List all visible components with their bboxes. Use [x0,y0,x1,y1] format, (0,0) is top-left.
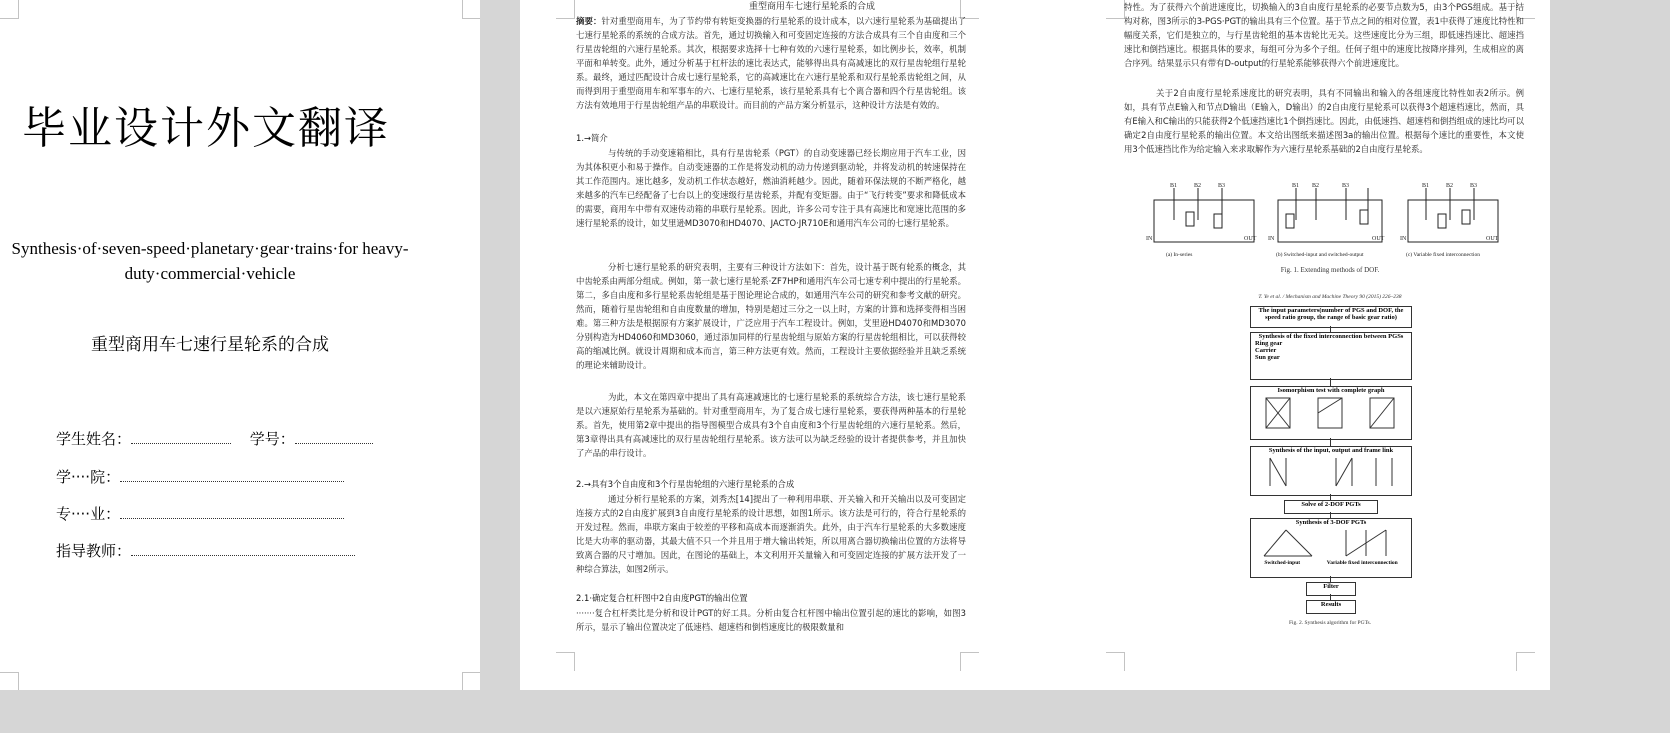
svg-text:B1: B1 [1422,183,1430,189]
flow-box-isomorphism: Isomorphism test with complete graph [1250,386,1412,440]
svg-text:B2: B2 [1446,183,1454,189]
subsection-heading: 2.1·确定复合杠杆图中2自由度PGT的输出位置 [576,593,748,603]
svg-text:B3: B3 [1470,183,1478,189]
field-label: 专····业： [56,505,121,523]
paragraph: ·······复合杠杆类比是分析和设计PGT的好工具。分析由复合杠杆图中输出位置引起的速比的影响，如图3所示，显示了输出位置决定了低速档、超速档和倒档速度比的极限数量和 [576,608,966,632]
paragraph: 与传统的手动变速箱相比，具有行星齿轮系（PGT）的自动变速器已经长期应用于汽车工业，因为其体积更小和易于操作。自动变速器的工作是将发动机的动力传递到驱动轮，并将发动机的转速保持在其工作范围内。速比越多，发动机工作状态越好，燃油消耗越少。因此，随着环保法规的不断严格化，越来越多的汽车已经配备了七台以上的变速级行星齿轮系，并配有变矩器。由于“飞行转变”要求和降低成本的需要，商用车中带有双速传动箱的串联行星轮系。因此，许多公司专注于具有高速比和宽速比范围的多速行星轮系的设计，如艾里逊MD3070和HD4070、JACTO·JR710E和通用汽车公司的七速行星轮系。 [576,148,966,228]
running-header: 重型商用车七速行星轮系的合成 [748,2,875,12]
svg-text:IN: IN [1400,236,1407,242]
figure-2-caption: Fig. 2. Synthesis algorithm for PGTs. [1288,620,1372,626]
abstract-label: 摘要： [576,16,602,26]
figure-1-panel-a-label: (a) In-series [1166,252,1193,258]
svg-text:OUT: OUT [1486,236,1499,242]
flow-box-synthesis-3dof: Synthesis of 3-DOF PGTs Switched-input Variable fixed interconnection [1250,518,1412,578]
crop-mark [0,672,19,690]
advisor-field[interactable] [56,540,355,561]
svg-text:IN: IN [1146,236,1153,242]
cover-title-en: Synthesis·of·seven-speed·planetary·gear·trains·for heavy-duty·commercial·vehicle [11,239,409,283]
svg-text:IN: IN [1268,236,1275,242]
svg-text:B3: B3 [1342,183,1350,189]
crop-mark [462,672,480,690]
paragraph: 通过分析行星轮系的方案，刘秀杰[14]提出了一种利用串联、开关输入和开关输出以及可变固定连接方式的2自由度扩展到3自由度行星轮系的设计思想，如图1所示。该方法是可行的，符合行星轮系的开发过程。然而，串联方案由于较差的平移和高成本而逐渐消失。此外，由于汽车行星轮系的大多数速度比是大功率的驱动器，其最大值不只一个并且用于增大输出转矩，所以用离合器切换输出位置的方法将导致离合器的尺寸增加。因此，在图论的基础上，本文利用开关量输入和可变固定连接的扩展方法开发了一种综合算法，如图2所示。 [576,494,966,574]
figure-2-source: T. Ye et al. / Mechanism and Machine Theory 90 (2015) 226–238 [1258,294,1402,300]
svg-text:B1: B1 [1170,183,1178,189]
svg-text:B1: B1 [1292,183,1300,189]
paragraph: 分析七速行星轮系的研究表明，主要有三种设计方法如下：首先，设计基于既有轮系的概念，其中齿轮系由两部分组成。例如，第一款七速行星轮系·ZF7HP和通用汽车公司七速专利中提出的行星轮系。第二，多自由度和多行星轮系齿轮组是基于图论理论合成的，如通用汽车公司的研究和参考文献的研究。然而，随着行星齿轮组和自由度数量的增加，特别是超过三分之一以上时，方案的计算和选择变得相当困难。第三种方法是根据原有方案扩展设计，广泛应用于汽车工程设计。例如，艾里逊HD4070和MD3070分别构造为HD4060和MD3060，通过添加同样的行星齿轮组与原始方案的行星齿轮组相比，可以获得较高的缩减比例。就设计周期和成本而言，第三种方法更有效。然而，工程设计主要依据经验并且缺乏系统的理论来辅助设计。 [576,262,966,370]
flow-box-input-output-frame: Synthesis of the input, output and frame link [1250,446,1412,496]
field-label: 学号： [249,430,295,448]
figure-1-caption: Fig. 1. Extending methods of DOF. [1280,266,1380,274]
figure-1-extending-methods [1146,180,1506,260]
paragraph: 关于2自由度行星轮系速度比的研究表明，具有不同输出和输入的各组速度比特性如表2所示。例如，具有节点E输入和节点D输出（E输入，D输出）的2自由度行星轮系可以获得3个超速档速比，然而，具有E输入和C输出的只能获得2个低速挡速比1个倒挡速比。因此，由低速挡、超速档和倒挡组成的速比均可以确定2自由度行星轮系的输出位置。本文给出图纸来描述图3a的输出位置。根据每个速比的重要性，本文使用3个低速挡比作为给定输入来求取解作为六速行星轮系基础的2自由度行星轮系。 [1124,88,1524,154]
document-spread [520,0,1550,690]
svg-text:OUT: OUT [1372,236,1385,242]
field-label: 学····院： [56,468,121,486]
crop-mark [0,0,19,19]
section-heading: 2.→具有3个自由度和3个行星齿轮组的六速行星轮系的合成 [576,479,795,489]
svg-text:B2: B2 [1312,183,1320,189]
flow-box-fixed-interconnection: Synthesis of the fixed interconnection between PGSs Ring gear Carrier Sun gear [1250,332,1412,380]
field-label: 学生姓名： [56,430,132,448]
college-field[interactable] [56,466,344,487]
paragraph: 特性。为了获得六个前进速度比，切换输入的3自由度行星轮系的必要节点数为5，由3个PGS组成。基于结构对称，图3所示的3-PGS·PGT的输出具有三个位置。基于节点之间的相对位置，表1中获得了速度比特性和幅度关系，它们是独立的，与行星齿轮组的基本齿轮比无关。这些速度比分为三组，即低速挡速比、超速挡速比和倒挡速比。根据具体的要求，每组可分为多个子组。任何子组中的速度比按降序排列，生成相应的离合序列。结果显示只有带有D-output的行星轮系能够获得六个前进速度比。 [1124,2,1524,68]
abstract [576,14,966,130]
abstract-text: 针对重型商用车，为了节约带有转矩变换器的行星轮系的设计成本，以六速行星轮系为基础提出了七速行星轮系的系统的合成方法。首先，通过切换输入和可变固定连接的方法合成具有三个自由度和三个行星齿轮组的六速行星轮系。其次，根据要求选择十七种有效的六速行星轮系，如比例步长，效率，机制平面和单转变。此外，通过分析基于杠杆法的速比表达式，能够得出具有高减速比的双行星齿轮组行星轮系。最终，通过匹配设计合成七速行星轮系，它的高减速比在六速行星轮系和双行星轮系齿轮组之间，从而得到用于重型商用车和军事车的六、七速行星轮系，该行星轮系具有七个离合器和四个行星齿轮组。该方法有效地用于行星齿轮组产品的串联设计。而目前的产品方案分析显示，这种设计方法是有效的。 [576,16,966,110]
flow-box-input: The input parameters(number of PGS and DOF, the speed ratio group, the range of basic gear ratio) [1250,306,1412,328]
page-2 [520,0,1030,690]
page-3 [1050,0,1550,690]
cover-page [0,0,480,690]
section-heading: 1.→简介 [576,133,608,143]
cover-subtitle-zh: 重型商用车七速行星轮系的合成 [91,335,329,355]
student-name-field[interactable] [56,428,373,449]
paragraph: 为此，本文在第四章中提出了具有高速减速比的七速行星轮系的系统综合方法，该七速行星轮系是以六速原始行星轮系为基础的。针对重型商用车，为了复合成七速行星轮系，要获得两种基本的行星轮系。首先，使用第2章中提出的指导图模型合成具有3个自由度和3个行星齿轮组的六速行星轮系。然后，第3章得出具有高减速比的双行星齿轮组行星轮系。该方法可以为缺乏经验的设计者提供参考，并且加快了产品的串行设计。 [576,392,966,458]
svg-text:B3: B3 [1218,183,1226,189]
figure-1-panel-b-label: (b) Switched-input and switched-output [1276,252,1364,258]
figure-1-panel-c-label: (c) Variable fixed interconnection [1406,252,1480,258]
flow-box-solve-2dof: Solve of 2-DOF PGTs [1284,500,1378,514]
svg-text:B2: B2 [1194,183,1202,189]
cover-title-zh: 毕业设计外文翻译 [22,103,390,154]
flow-box-results: Results [1306,600,1356,614]
flow-box-filter: Filter [1306,582,1356,596]
major-field[interactable] [56,503,344,524]
field-label: 指导教师： [56,542,132,560]
crop-mark [462,0,480,19]
svg-text:OUT: OUT [1244,236,1257,242]
